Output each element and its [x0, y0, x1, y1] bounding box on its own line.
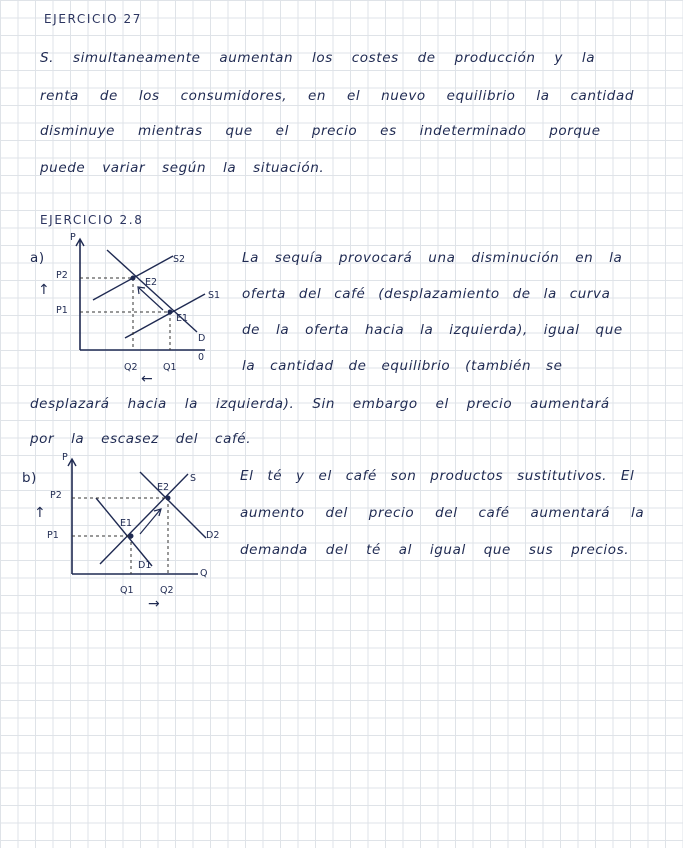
part-b-text-3: demanda del té al igual que sus precios.	[240, 542, 630, 558]
label-e1: E1	[176, 313, 189, 324]
label-q1: Q1	[163, 362, 177, 373]
label-d: D	[198, 333, 206, 344]
label-origin: 0	[198, 352, 205, 363]
label-s: S	[190, 473, 197, 484]
demand-shift-graph	[48, 452, 248, 602]
part-a-text-5: desplazará hacia la izquierda). Sin embargo el precio aumentará	[30, 396, 610, 412]
part-b-text-1: El té y el café son productos sustitutivos. El	[240, 468, 635, 484]
part-b-marker: b)	[22, 470, 38, 486]
supply-shift-graph	[55, 232, 255, 382]
label-q2: Q2	[124, 362, 138, 373]
demand-curve-d2	[140, 472, 206, 538]
demand-curve-d1	[96, 498, 152, 566]
ex27-line-3: disminuye mientras que el precio es indeterminado porque	[40, 123, 601, 139]
exercise-28-heading: EJERCICIO 2.8	[40, 213, 144, 227]
ex27-line-1: S. simultaneamente aumentan los costes de producción y la	[40, 50, 596, 66]
price-axis-label: P	[62, 452, 68, 463]
label-d2: D2	[206, 530, 220, 541]
quantity-right-arrow: →	[148, 596, 160, 612]
ex27-line-4: puede variar según la situación.	[40, 160, 325, 176]
ex27-line-2: renta de los consumidores, en el nuevo equilibrio la cantidad	[40, 88, 634, 104]
quantity-axis-label: Q	[200, 568, 208, 579]
label-q1: Q1	[120, 585, 134, 596]
exercise-27-heading: EJERCICIO 27	[44, 12, 143, 26]
supply-curve-s1	[125, 294, 205, 338]
price-up-arrow: ↑	[38, 282, 50, 298]
part-a-text-6: por la escasez del café.	[30, 431, 252, 447]
equilibrium-e2	[131, 276, 136, 281]
label-e2: E2	[145, 277, 158, 288]
part-a-text-1: La sequía provocará una disminución en la	[242, 250, 623, 266]
label-p2: P2	[50, 490, 62, 501]
label-p1: P1	[47, 530, 59, 541]
label-e1: E1	[120, 518, 133, 529]
part-a-marker: a)	[30, 250, 45, 266]
label-s2: S2	[173, 254, 186, 265]
price-up-arrow: ↑	[34, 505, 46, 521]
part-b-text-2: aumento del precio del café aumentará la	[240, 505, 645, 521]
equilibrium-e1	[168, 310, 173, 315]
part-a-text-3: de la oferta hacia la izquierda), igual que	[242, 322, 623, 338]
equilibrium-e2	[166, 496, 171, 501]
equilibrium-e1	[129, 534, 134, 539]
label-q2: Q2	[160, 585, 174, 596]
part-a-text-4: la cantidad de equilibrio (también se	[242, 358, 563, 374]
label-p2: P2	[56, 270, 68, 281]
label-d1: D1	[138, 560, 152, 571]
price-axis-label: P	[70, 232, 76, 243]
quantity-left-arrow: ←	[141, 371, 153, 387]
part-a-text-2: oferta del café (desplazamiento de la curva	[242, 286, 611, 302]
label-s1: S1	[208, 290, 221, 301]
label-p1: P1	[56, 305, 68, 316]
label-e2: E2	[157, 482, 170, 493]
